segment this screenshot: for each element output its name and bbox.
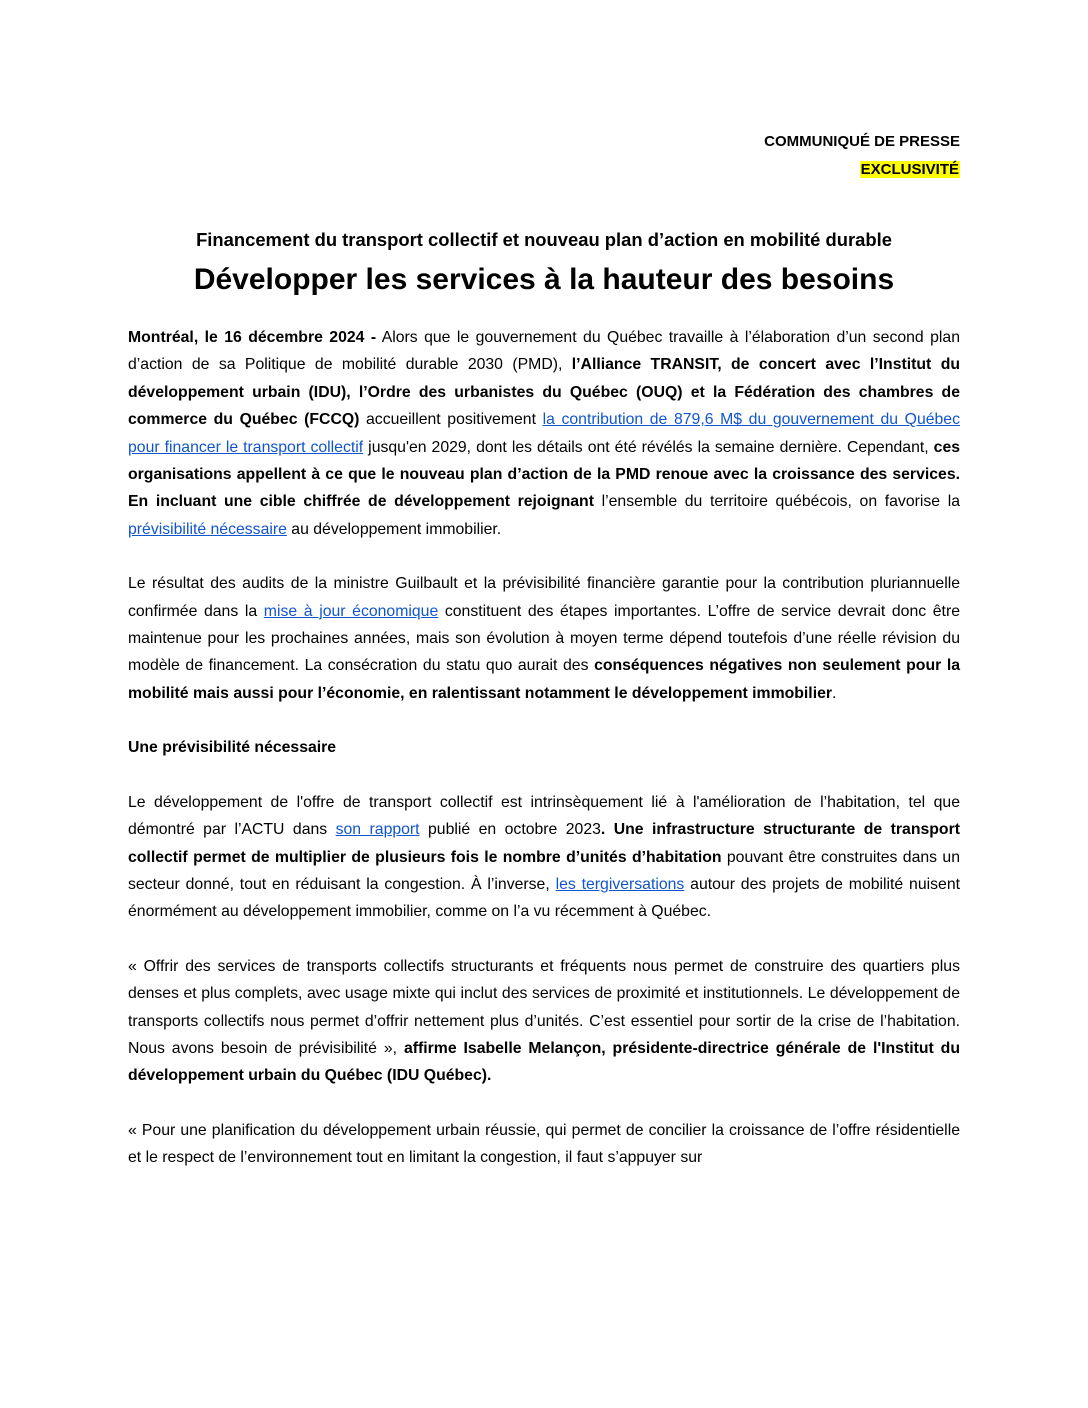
dateline: Montréal, le 16 décembre 2024 -: [128, 329, 377, 346]
document-type-label: COMMUNIQUÉ DE PRESSE: [764, 133, 960, 150]
link-previsibilite[interactable]: prévisibilité nécessaire: [128, 520, 287, 538]
link-rapport[interactable]: son rapport: [335, 821, 420, 839]
link-contribution[interactable]: la contribution de 879,6 M$ du gouvernement du Québec pour financer le transport collectif: [128, 411, 960, 456]
section-heading: Une prévisibilité nécessaire: [128, 739, 337, 757]
paragraph-habitation: Le développement de l'offre de transport collectif est intrinsèquement lié à l'amélioration de l’habitation, tel que démontré par l’ACTU dans son rapport publié en octobre 2023. Une infrastructure structurante de transport collectif permet de multiplier de plusieurs fois le nombre d’unités d’habitation pouvant être construites dans un secteur donné, tout en réduisant la congestion. À l’inverse, les tergiversations autour des projets de mobilité nuisent énormément au développement immobilier, comme on l’a vu récemment à Québec.: [128, 793, 961, 921]
paragraph-quote-planification: « Pour une planification du développement urbain réussie, qui permet de concilier la croissance de l’offre résidentielle et le respect de l’environnement tout en limitant la congestion, il faut s’appuyer sur: [128, 1121, 960, 1167]
exclusivity-tag: EXCLUSIVITÉ: [860, 161, 959, 178]
exclusivity-tag-row: [128, 156, 960, 184]
paragraph-intro: Montréal, le 16 décembre 2024 - Alors que le gouvernement du Québec travaille à l’élaboration d’un second plan d’action de sa Politique de mobilité durable 2030 (PMD), l’Alliance TRANSIT, de concert avec l’Institut du développement urbain (IDU), l’Ordre des urbanistes du Québec (OUQ) et la Fédération des chambres de commerce du Québec (FCCQ) accueillent positivement la contribution de 879,6 M$ du gouvernement du Québec pour financer le transport collectif jusqu'en 2029, dont les détails ont été révélés la semaine dernière. Cependant, ces organisations appellent à ce que le nouveau plan d’action de la PMD renoue avec la croissance des services. En incluant une cible chiffrée de développement rejoignant l’ensemble du territoire québécois, on favorise la prévisibilité nécessaire au développement immobilier.: [128, 329, 961, 538]
paragraph-quote-idu: « Offrir des services de transports collectifs structurants et fréquents nous permet de construire des quartiers plus denses et plus complets, avec usage mixte qui inclut des services de proximité et institutionnels. Le développement de transports collectifs nous permet d’offrir nettement plus d’unités. C’est essentiel pour sortir de la crise de l’habitation. Nous avons besoin de prévisibilité », affirme Isabelle Melançon, présidente-directrice générale de l'Institut du développement urbain du Québec (IDU Québec).: [128, 957, 960, 1085]
press-title: Développer les services à la hauteur des besoins: [193, 263, 895, 296]
press-subtitle: Financement du transport collectif et nouveau plan d’action en mobilité durable: [196, 229, 892, 250]
link-mise-a-jour[interactable]: mise à jour économique: [263, 602, 439, 620]
paragraph-audits: Le résultat des audits de la ministre Guilbault et la prévisibilité financière garantie pour la contribution pluriannuelle confirmée dans la mise à jour économique constituent des étapes importantes. L’offre de service devrait donc être maintenue pour les prochaines années, mais son évolution à moyen terme dépend toutefois d’une réelle révision du modèle de financement. La consécration du statu quo aurait des conséquences négatives non seulement pour la mobilité mais aussi pour l’économie, en ralentissant notamment le développement immobilier.: [128, 575, 961, 702]
link-tergiversations[interactable]: les tergiversations: [555, 875, 685, 893]
